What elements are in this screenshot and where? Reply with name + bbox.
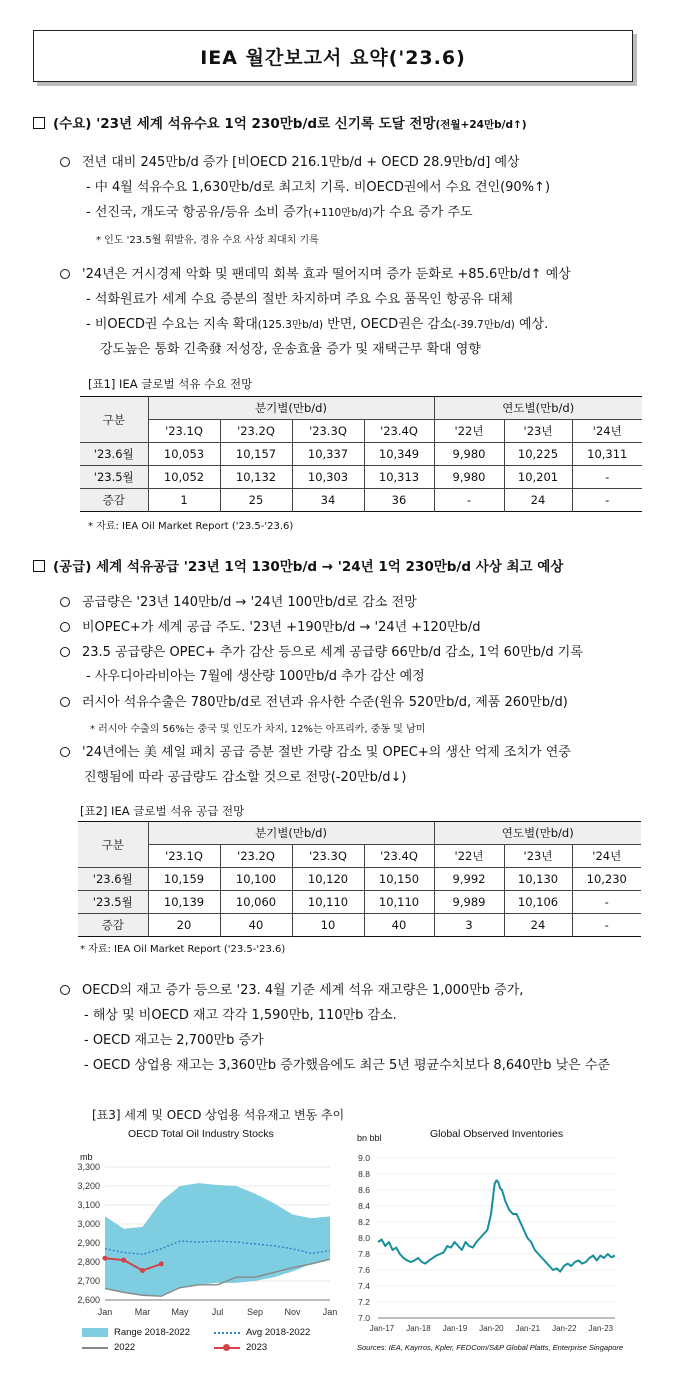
range-band-area [105,1183,330,1296]
circle-bullet-icon [60,747,70,757]
table-cell: 10,132 [220,466,292,489]
column-header: '23.1Q [148,845,220,868]
inventory-series-line [378,1180,615,1271]
legend-2022: 2022 [82,1342,135,1353]
x-tick-label: Mar [134,1307,151,1317]
circle-bullet-icon [60,597,70,607]
table-cell: 10,052 [148,466,220,489]
x-tick-label: Nov [284,1307,301,1317]
table-cell: 10 [292,914,364,937]
legend-swatch-avg [214,1332,240,1334]
table-cell: 34 [292,489,364,512]
table1-source: * 자료: IEA Oil Market Report ('23.5-'23.6) [88,521,294,532]
x-tick-label: Jul [211,1307,224,1317]
x-tick-label: May [171,1307,189,1317]
y-tick-label: 3,200 [77,1181,100,1191]
table-cell: 9,992 [434,868,504,891]
series-2023-point [159,1261,164,1266]
table-row [78,868,641,891]
y-tick-label: 3,100 [77,1200,100,1210]
table-cell: 40 [364,914,434,937]
y-tick-label: 7.6 [358,1265,370,1275]
square-bullet-icon [33,560,45,572]
circle-bullet-icon [60,269,70,279]
table-cell: 36 [364,489,434,512]
table2-source: * 자료: IEA Oil Market Report ('23.5-'23.6) [80,944,286,955]
demand-point-1: 전년 대비 245만b/d 증가 [비OECD 216.1만b/d + OECD 28.9만b/d] 예상 [60,156,520,169]
table-row [80,443,642,466]
x-tick-label: Jan-19 [442,1324,468,1333]
stock-point-1b: - OECD 재고는 2,700만b 증가 [84,1033,264,1048]
x-tick-label: Jan [322,1307,338,1317]
column-header: '23.2Q [220,420,292,443]
table-cell: 1 [148,489,220,512]
demand-point-1b: - 선진국, 개도국 항공유/등유 소비 증가(+110만b/d)가 수요 증가 주도 [86,205,473,220]
table1-caption: [표1] IEA 글로벌 석유 수요 전망 [88,377,253,391]
demand-section-heading: (수요) '23년 세계 석유수요 1억 230만b/d로 신기록 도달 전망(전월+24만b/d↑) [33,112,527,132]
table-cell: 10,130 [504,868,572,891]
row-label: '23.5월 [78,891,148,914]
circle-bullet-icon [60,157,70,167]
x-tick-label: Jan [97,1307,113,1317]
table-cell: - [572,466,642,489]
oecd-stocks-chart [60,1160,345,1325]
demand-table [80,396,642,512]
supply-point-5: '24년에는 美 셰일 패치 공급 증분 절반 가량 감소 및 OPEC+의 생산 억제 조치가 연중 [60,746,571,759]
yearly-group-header: 연도별(만b/d) [434,822,641,845]
square-bullet-icon [33,117,45,129]
table-cell: 10,100 [220,868,292,891]
y-tick-label: 3,000 [77,1219,100,1229]
column-header: '23.1Q [148,420,220,443]
table-cell: 10,053 [148,443,220,466]
table-cell: 10,303 [292,466,364,489]
table-cell: 10,120 [292,868,364,891]
y-tick-label: 2,900 [77,1238,100,1248]
supply-table [78,821,641,937]
series-2023-point [140,1268,145,1273]
table-cell: 10,106 [504,891,572,914]
supply-point-3a: - 사우디아라비아는 7월에 생산량 100만b/d 추가 감산 예정 [86,669,425,684]
x-tick-label: Jan-17 [369,1324,395,1333]
circle-bullet-icon [60,622,70,632]
table-cell: - [434,489,504,512]
legend-swatch-2022 [82,1347,108,1349]
y-tick-label: 8.2 [358,1217,370,1227]
supply-point-4: 러시아 석유수출은 780만b/d로 전년과 유사한 수준(원유 520만b/d, 제품 260만b/d) [60,696,568,709]
column-header: '23.2Q [220,845,292,868]
table-cell: 24 [504,914,572,937]
yearly-group-header: 연도별(만b/d) [434,397,642,420]
demand-point-2: '24년은 거시경제 악화 및 팬데믹 회복 효과 떨어지며 증가 둔화로 +85.6만b/d↑ 예상 [60,268,571,281]
column-header: '24년 [572,420,642,443]
table-cell: 24 [504,489,572,512]
legend-2023: 2023 [214,1342,267,1353]
table-cell: 40 [220,914,292,937]
circle-bullet-icon [60,985,70,995]
quarterly-group-header: 분기별(만b/d) [148,822,434,845]
table-cell: - [572,891,641,914]
chart1-y-unit: mb [80,1152,93,1162]
y-tick-label: 2,800 [77,1257,100,1267]
table-cell: 3 [434,914,504,937]
table-cell: 10,139 [148,891,220,914]
supply-point-1: 공급량은 '23년 140만b/d → '24년 100만b/d로 감소 전망 [60,596,417,609]
x-tick-label: Jan-23 [588,1324,614,1333]
table-cell: 9,980 [434,443,504,466]
row-label: '23.6월 [78,868,148,891]
supply-point-5b: 진행됨에 따라 공급량도 감소할 것으로 전망(-20만b/d↓) [84,770,407,785]
column-header: '23.3Q [292,420,364,443]
demand-point-2c: 강도높은 통화 긴축發 저성장, 운송효율 증가 및 재택근무 확대 영향 [100,342,481,357]
y-tick-label: 7.0 [358,1313,370,1323]
column-header: '23년 [504,845,572,868]
y-tick-label: 8.4 [358,1201,370,1211]
y-tick-label: 7.4 [358,1281,370,1291]
chart1-title: OECD Total Oil Industry Stocks [128,1128,274,1140]
legend-range: Range 2018-2022 [82,1327,190,1338]
table-corner-header: 구분 [78,822,148,868]
supply-point-2: 비OPEC+가 세계 공급 주도. '23년 +190만b/d → '24년 +120만b/d [60,621,480,634]
column-header: '23년 [504,420,572,443]
supply-note: * 러시아 수출의 56%는 중국 및 인도가 차지, 12%는 아프리카, 중동 및 남미 [90,724,426,735]
table-cell: - [572,489,642,512]
x-tick-label: Sep [246,1307,264,1317]
table-row [78,891,641,914]
y-tick-label: 7.8 [358,1249,370,1259]
global-inventories-chart [340,1148,625,1340]
table-cell: 10,337 [292,443,364,466]
table-cell: 10,150 [364,868,434,891]
y-tick-label: 7.2 [358,1297,370,1307]
series-2023-point [121,1258,126,1263]
column-header: '22년 [434,845,504,868]
x-tick-label: Jan-20 [479,1324,504,1333]
table-cell: 9,989 [434,891,504,914]
x-tick-label: Jan-18 [406,1324,431,1333]
demand-point-2a: - 석화원료가 세계 수요 증분의 절반 차지하며 주요 수요 품목인 항공유 대체 [86,292,513,307]
table-cell: 10,110 [292,891,364,914]
y-tick-label: 8.6 [358,1185,370,1195]
table2-caption: [표2] IEA 글로벌 석유 공급 전망 [80,804,245,818]
demand-point-2b: - 비OECD권 수요는 지속 확대(125.3만b/d) 반면, OECD권은 감소(-39.7만b/d) 예상. [86,317,549,332]
chart2-title: Global Observed Inventories [430,1128,564,1140]
table-cell: 10,311 [572,443,642,466]
table-cell: - [572,914,641,937]
column-header: '22년 [434,420,504,443]
table-cell: 20 [148,914,220,937]
table-cell: 10,110 [364,891,434,914]
page-title: IEA 월간보고서 요약('23.6) [33,30,633,82]
table-cell: 10,157 [220,443,292,466]
table-row [80,489,642,512]
supply-section-heading: (공급) 세계 석유공급 '23년 1억 130만b/d → '24년 1억 230만b/d 사상 최고 예상 [33,555,563,575]
column-header: '23.4Q [364,845,434,868]
y-tick-label: 2,600 [77,1295,100,1305]
table-cell: 10,230 [572,868,641,891]
table-cell: 10,060 [220,891,292,914]
table-row [80,466,642,489]
table-cell: 25 [220,489,292,512]
table-cell: 10,225 [504,443,572,466]
stock-point-1c: - OECD 상업용 재고는 3,360만b 증가했음에도 최근 5년 평균수치보다 8,640만b 낮은 수준 [84,1058,610,1073]
legend-swatch-range [82,1328,108,1337]
demand-note: * 인도 '23.5월 휘발유, 경유 수요 사상 최대치 기록 [96,235,319,246]
chart2-source: Sources: IEA, Kayrros, Kpler, FEDCom/S&P Global Platts, Enterprise Singapore [357,1343,624,1352]
legend-avg: Avg 2018-2022 [214,1327,310,1338]
x-tick-label: Jan-22 [552,1324,577,1333]
row-label: 증감 [80,489,148,512]
y-tick-label: 2,700 [77,1276,100,1286]
table-cell: 9,980 [434,466,504,489]
table-corner-header: 구분 [80,397,148,443]
legend-swatch-2023 [214,1347,240,1349]
table-row [78,914,641,937]
stock-point-1a: - 해상 및 비OECD 재고 각각 1,590만b, 110만b 감소. [84,1008,397,1023]
stock-point-1: OECD의 재고 증가 등으로 '23. 4월 기준 세계 석유 재고량은 1,000만b 증가, [60,984,523,997]
x-tick-label: Jan-21 [515,1324,541,1333]
table-cell: 10,201 [504,466,572,489]
quarterly-group-header: 분기별(만b/d) [148,397,434,420]
figure-caption: [표3] 세계 및 OECD 상업용 석유재고 변동 추이 [92,1108,345,1122]
demand-point-1a: - 中 4월 석유수요 1,630만b/d로 최고치 기록. 비OECD권에서 수요 견인(90%↑) [86,180,551,195]
table-cell: 10,349 [364,443,434,466]
y-tick-label: 8.8 [358,1169,370,1179]
table-cell: 10,159 [148,868,220,891]
y-tick-label: 9.0 [358,1153,370,1163]
column-header: '23.3Q [292,845,364,868]
circle-bullet-icon [60,647,70,657]
column-header: '23.4Q [364,420,434,443]
y-tick-label: 3,300 [77,1162,100,1172]
row-label: 증감 [78,914,148,937]
series-2023-point [103,1256,108,1261]
table-cell: 10,313 [364,466,434,489]
supply-point-3: 23.5 공급량은 OPEC+ 추가 감산 등으로 세계 공급량 66만b/d 감소, 1억 60만b/d 기록 [60,646,583,659]
column-header: '24년 [572,845,641,868]
row-label: '23.6월 [80,443,148,466]
chart2-y-unit: bn bbl [357,1133,382,1143]
row-label: '23.5월 [80,466,148,489]
circle-bullet-icon [60,697,70,707]
y-tick-label: 8.0 [358,1233,370,1243]
